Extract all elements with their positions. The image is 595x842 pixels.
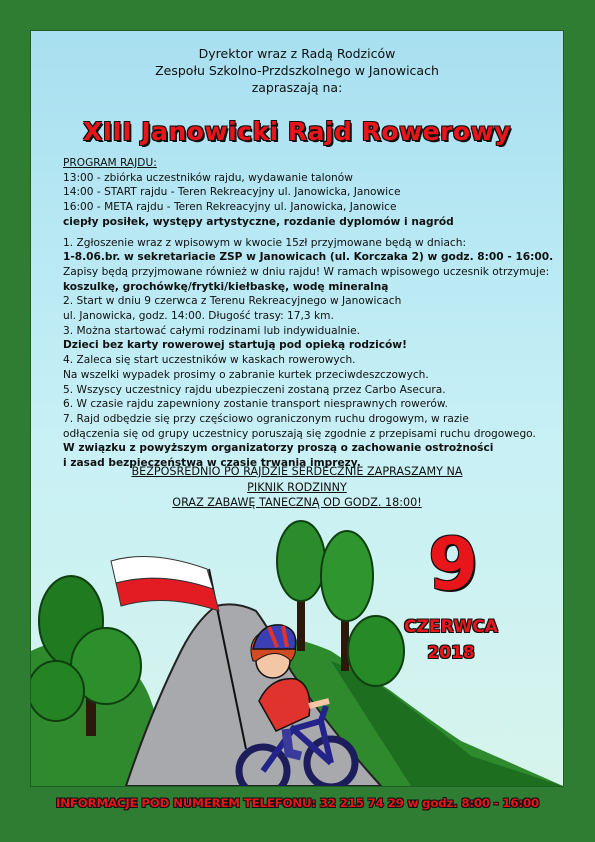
rule-line: ul. Janowicka, godz. 14:00. Długość trasy: 17,3 km. — [63, 310, 334, 323]
rule-line: 5. Wszyscy uczestnicy rajdu ubezpieczeni zostaną przez Carbo Asecura. — [63, 383, 446, 396]
rule-line: W związku z powyższym organizatorzy proszą o zachowanie ostrożności — [63, 442, 494, 455]
invitation-header — [31, 45, 563, 96]
intro-line-3: zapraszają na: — [251, 80, 343, 95]
schedule-item: 13:00 - zbiórka uczestników rajdu, wydawanie talonów — [63, 171, 353, 184]
rule-line: 1. Zgłoszenie wraz z wpisowym w kwocie 15zł przyjmowane będą w dniach: — [63, 236, 467, 249]
rule-line: 1-8.06.br. w sekretariacie ZSP w Janowicach (ul. Korczaka 2) w godz. 8:00 - 16:00. — [63, 251, 554, 264]
closing-line-1: BEZPOŚREDNIO PO RAJDZIE SERDECZNIE ZAPRASZAMY NA — [131, 465, 463, 478]
program-section — [63, 156, 553, 471]
rule-line: 3. Można startować całymi rodzinami lub indywidualnie. — [63, 324, 361, 337]
rule-line: 2. Start w dniu 9 czerwca z Terenu Rekreacyjnego w Janowicach — [63, 295, 402, 308]
schedule-item: 16:00 - META rajdu - Teren Rekreacyjny ul. Janowicka, Janowice — [63, 201, 397, 214]
rule-line: odłączenia się od grupy uczestnicy poruszają się zgodnie z przepisami ruchu drogowego. — [63, 427, 536, 440]
program-heading: PROGRAM RAJDU: — [63, 157, 157, 169]
rule-line: Na wszelki wypadek prosimy o zabranie kurtek przeciwdeszczowych. — [63, 368, 429, 381]
date-year: 2018 — [427, 643, 475, 663]
rule-line: 6. W czasie rajdu zapewniony zostanie transport niesprawnych rowerów. — [63, 398, 448, 411]
date-month: CZERWCA — [404, 617, 498, 637]
event-title: XIII Janowicki Rajd Rowerowy — [82, 117, 512, 146]
rule-line: i zasad bezpieczeństwa w czasie trwania imprezy. — [63, 457, 361, 470]
rule-line: 7. Rajd odbędzie się przy częściowo ograniczonym ruchu drogowym, w razie — [63, 412, 469, 425]
rule-line: koszulkę, grochówkę/frytki/kiełbaskę, wodę mineralną — [63, 280, 389, 293]
closing-line-3: ORAZ ZABAWĘ TANECZNĄ OD GODZ. 18:00! — [172, 496, 422, 509]
rule-line: Zapisy będą przyjmowane również w dniu rajdu! W ramach wpisowego uczesnik otrzymuje: — [63, 265, 550, 278]
intro-line-1: Dyrektor wraz z Radą Rodziców — [198, 46, 396, 61]
schedule-item: 14:00 - START rajdu - Teren Rekreacyjny ul. Janowicka, Janowice — [63, 186, 401, 199]
intro-line-2: Zespołu Szkolno-Przdszkolnego w Janowicach — [155, 63, 439, 78]
schedule-item: ciepły posiłek, występy artystyczne, rozdanie dyplomów i nagród — [63, 215, 454, 228]
rule-line: 4. Zaleca się start uczestników w kaskach rowerowych. — [63, 354, 356, 367]
closing-line-2: PIKNIK RODZINNY — [247, 480, 347, 494]
rule-line: Dzieci bez karty rowerowej startują pod opieką rodziców! — [63, 339, 407, 352]
contact-info: INFORMACJE POD NUMEREM TELEFONU: 32 215 74 29 w godz. 8:00 - 16:00 — [56, 796, 539, 810]
date-day: 9 — [427, 522, 479, 606]
poster-sheet — [30, 30, 564, 787]
